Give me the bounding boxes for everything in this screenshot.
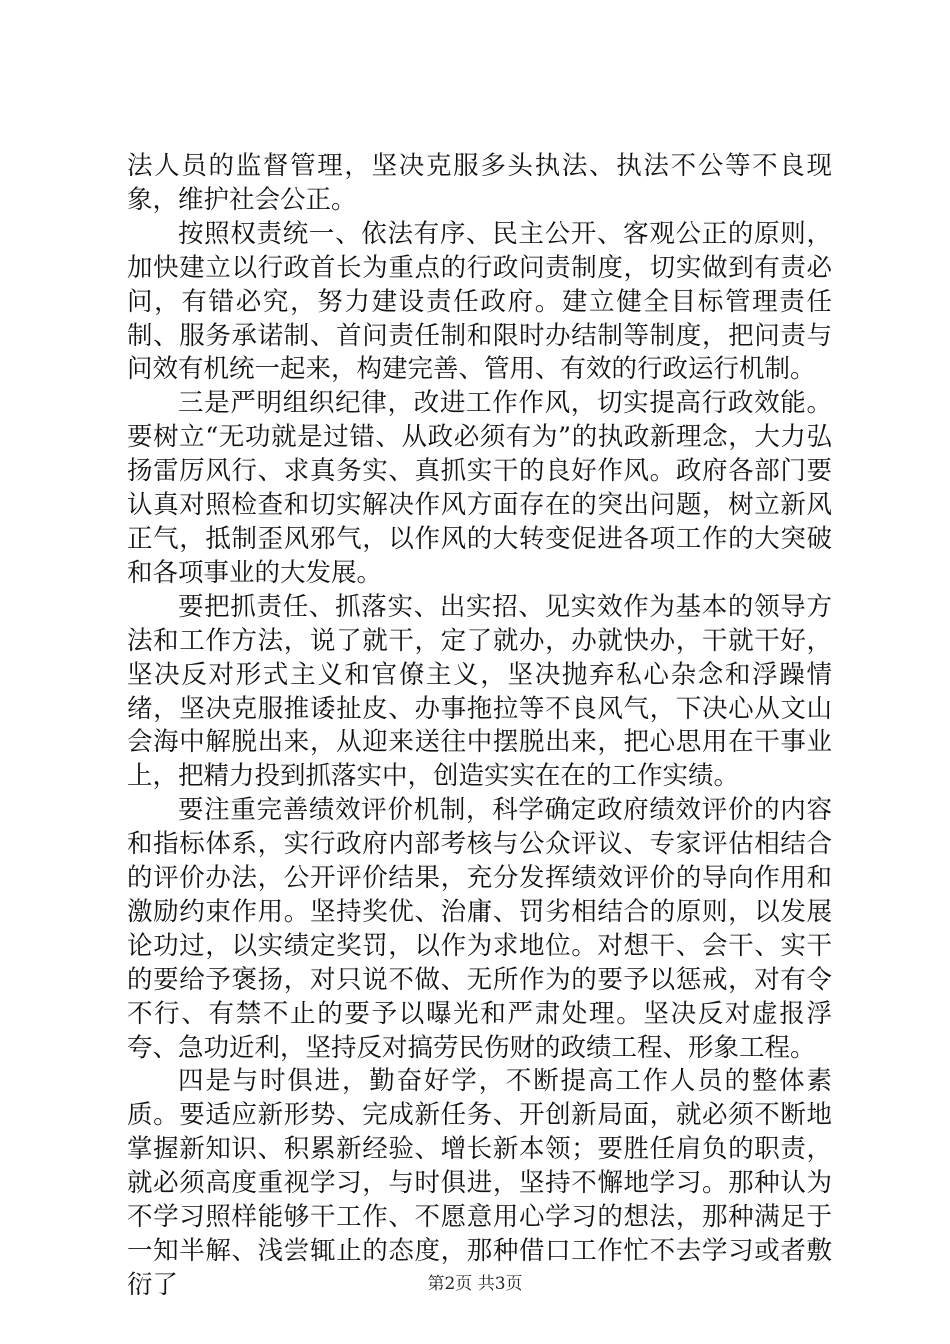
paragraph-4: 要把抓责任、抓落实、出实招、见实效作为基本的领导方法和工作方法，说了就干，定了就办，办就快办，干就干好，坚决反对形式主义和官僚主义，坚决抛弃私心杂念和浮躁情绪，坚决克服推诿扯皮、办事拖拉等不良风气，下决心从文山会海中解脱出来，从迎来送往中摆脱出来，把心思用在干事业上，把精力投到抓落实中，创造实实在在的工作实绩。 [127, 591, 832, 792]
document-body [127, 150, 832, 1303]
paragraph-3: 三是严明组织纪律，改进工作作风，切实提高行政效能。要树立“无功就是过错、从政必须有为”的执政新理念，大力弘扬雷厉风行、求真务实、真抓实干的良好作风。政府各部门要认真对照检查和切实解决作风方面存在的突出问题，树立新风正气，抵制歪风邪气，以作风的大转变促进各项工作的大突破和各项事业的大发展。 [127, 388, 832, 588]
page-number-footer: 第2页 共3页 [427, 1274, 523, 1294]
paragraph-6: 四是与时俱进，勤奋好学，不断提高工作人员的整体素质。要适应新形势、完成新任务、开创新局面，就必须不断地掌握新知识、积累新经验、增长新本领；要胜任肩负的职责，就必须高度重视学习，与时俱进，坚持不懈地学习。那种认为不学习照样能够干工作、不愿意用心学习的想法，那种满足于一知半解、浅尝辄止的态度，那种借口工作忙不去学习或者敷衍了 [127, 1066, 832, 1300]
paragraph-2: 按照权责统一、依法有序、民主公开、客观公正的原则，加快建立以行政首长为重点的行政问责制度，切实做到有责必问，有错必究，努力建设责任政府。建立健全目标管理责任制、服务承诺制、首问责任制和限时办结制等制度，把问责与问效有机统一起来，构建完善、管用、有效的行政运行机制。 [127, 218, 832, 385]
paragraph-5: 要注重完善绩效评价机制，科学确定政府绩效评价的内容和指标体系，实行政府内部考核与公众评议、专家评估相结合的评价办法，公开评价结果，充分发挥绩效评价的导向作用和激励约束作用。坚持奖优、治庸、罚劣相结合的原则，以发展论功过，以实绩定奖罚，以作为求地位。对想干、会干、实干的要给予褒扬，对只说不做、无所作为的要予以惩戒，对有令不行、有禁不止的要予以曝光和严肃处理。坚决反对虚报浮夸、急功近利，坚持反对搞劳民伤财的政绩工程、形象工程。 [127, 795, 832, 1063]
paragraph-1: 法人员的监督管理，坚决克服多头执法、执法不公等不良现象，维护社会公正。 [127, 151, 832, 215]
